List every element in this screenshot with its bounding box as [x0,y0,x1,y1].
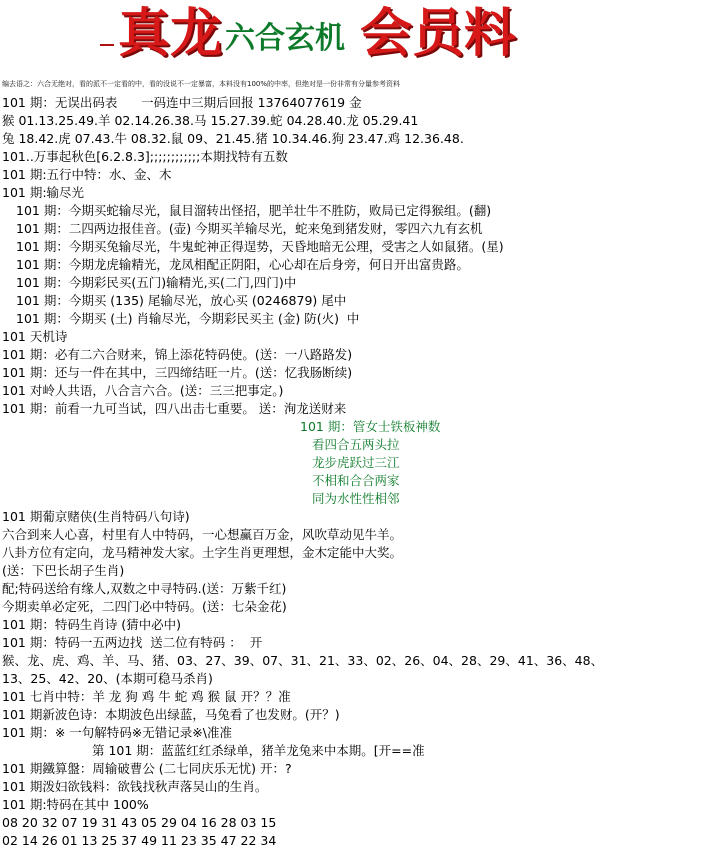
indented-line: 101 期：今期买兔输尽光，牛鬼蛇神正得逞势，天昏地暗无公理，受害之人如鼠猪。(星) [16,239,504,254]
green-row [2,418,718,436]
text-line: 今期卖单必定死，二四门必中特码。(送：七朵金花) [2,599,287,614]
number-line: 08 20 32 07 19 31 43 05 29 04 16 28 03 15 [2,815,277,830]
green-right-line: 看四合五两头拉 [312,437,400,452]
green-right-line: 同为水性性相邻 [312,491,400,506]
indented-line: 101 期：二四两边报佳音。(壶) 今期买羊输尽光，蛇来兔到猪发财，零四六九有玄机 [16,221,483,236]
text-line: 101 期：前看一九可当试，四八出击七重要。 送：洵龙送财来 [2,401,347,416]
text-line: 13、25、42、20、(本期可稳马杀肖) [2,671,213,686]
content-body [2,94,718,850]
indented-line: 101 期：今期买蛇输尽光，鼠目溜转出怪招，肥羊壮牛不胜防，败局已定得猴组。(翻) [16,203,492,218]
indented-line: 101 期：今期彩民买(五门)输精光,买(二门,四门)中 [16,275,297,290]
green-right-line: 不相和合合两家 [312,473,400,488]
indented-line: 101 期：今期买 (土) 肖输尽光，今期彩民买主 (金) 防(火) 中 [16,311,360,326]
text-line: (送：下巴长胡子生肖) [2,563,125,578]
text-line: 猴 01.13.25.49.羊 02.14.26.38.马 15.27.39.蛇 04.28.40.龙 05.29.41 [2,113,419,128]
green-row [2,490,718,508]
disclaimer-text: 编去语之：六合无绝对，看的派不一定看的中，看的没说不一定暴富，本料没有100%的中率，但绝对是一份非常有分量参考资料 [2,80,401,88]
green-right-line: 101 期：管女士铁板神数 [300,419,441,434]
green-row [2,454,718,472]
text-line: 101 期：※ 一句解特码※无错记录※\准准 [2,725,232,740]
text-line: 101 期：必有二六合财来，锦上添花特码使。(送：一八路路发) [2,347,353,362]
special-line: 第 101 期：蓝蓝红红杀绿单，猪羊龙兔来中本期。[开==准 [92,743,425,758]
text-line: 101 期鐵算盤：周输破曹公 (二七同庆乐无忧) 开：? [2,761,292,776]
text-line: 六合到来人心喜，村里有人中特码，一心想赢百万金，风吹草动见牛羊。 [2,527,403,542]
indented-line: 101 期：今期买 (135) 尾输尽光，放心买 (0246879) 尾中 [16,293,347,308]
text-line: 猴、龙、虎、鸡、羊、马、猪、03、27、39、07、31、21、33、02、26、04、28、29、41、36、48、 [2,653,604,668]
green-row [2,436,718,454]
number-line: 02 14 26 01 13 25 37 49 11 23 35 47 22 34 [2,833,277,848]
text-line: 兔 18.42.虎 07.43.牛 08.32.鼠 09、21.45.猪 10.34.46.狗 23.47.鸡 12.36.48. [2,131,464,146]
green-right-line: 龙步虎跃过三江 [312,455,400,470]
text-line: 101 期葡京赌侠(生肖特码八句诗) [2,509,190,524]
green-row [2,472,718,490]
text-line: 101 期：还与一件在其中，三四缔结旺一片。(送：忆我肠断续) [2,365,353,380]
text-line: 101 期：无误出码表 一码连中三期后回报 13764077619 金 [2,95,362,110]
text-line: 101 期：特码一五两边找 送二位有特码 ： 开 [2,635,263,650]
text-line: 101 期泼妇欲钱料：欲钱找秋声落吴山的生肖。 [2,779,268,794]
banner-dash [100,44,114,46]
banner-title-liuhe: 六合玄机 [225,21,345,56]
indented-line: 101 期：今期龙虎输精光，龙凤相配正阴阳，心心却在后身旁，何日开出富贵路。 [16,257,469,272]
text-line: 101 期：特码生肖诗 (猜中必中) [2,617,182,632]
text-line: 配;特码送给有缘人,双数之中寻特码.(送：万紫千红) [2,581,287,596]
text-line: 101 期:五行中特：水、金、木 [2,167,172,182]
text-line: 101 七肖中特：羊 龙 狗 鸡 牛 蛇 鸡 猴 鼠 开？？准 [2,689,291,704]
text-line: 101 对岭人共语，八合言六合。(送：三三把事定。) [2,383,284,398]
text-line: 101 期新波色诗：本期波色出绿蓝，马兔看了也发财。(开？) [2,707,340,722]
text-line: 101..万事起秋色[6.2.8.3];;;;;;;;;;;;本期找特有五数 [2,149,288,164]
text-line: 八卦方位有定向，龙马精神发大家。土字生肖更理想，金木定能中大奖。 [2,545,403,560]
text-line: 101 天机诗 [2,329,68,344]
banner-title-huiyuan: 会员料 [360,3,517,64]
header-banner [0,0,720,72]
text-line: 101 期:输尽光 [2,185,85,200]
text-line: 101 期:特码在其中 100% [2,797,149,812]
banner-title-zhenlong: 真龙 [118,3,223,64]
